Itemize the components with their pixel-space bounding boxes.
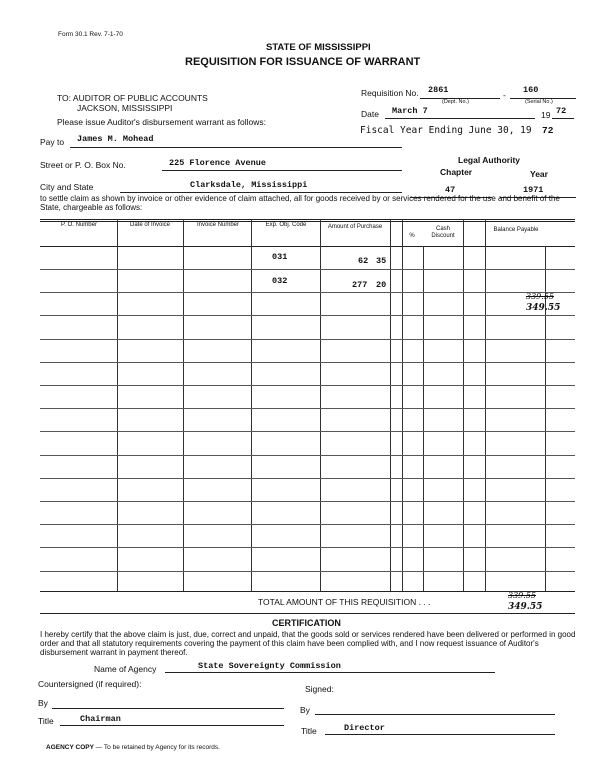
by-line-right [315,714,555,715]
column-header-balance-payable: Balance Payable [493,227,539,233]
legal-authority-label: Legal Authority [458,155,521,165]
row-1-amount-dollars: 62 [358,256,369,266]
title-line-right [325,734,555,735]
requisition-label: Requisition No. [361,88,419,98]
column-header-po-number: P. O. Number [61,222,97,228]
agency-line [165,672,495,673]
signed-label: Signed: [305,684,334,694]
agency-label: Name of Agency [94,664,157,674]
balance-payable-struck: 339.55 [526,292,554,301]
street-value: 225 Florence Avenue [169,158,266,168]
agency-copy-bold: AGENCY COPY [46,744,94,751]
please-issue-text: Please issue Auditor's disbursement warrant as follows: [57,117,267,127]
total-bottom-line [40,613,575,614]
column-header-amount-of-purchase: Amount of Purchase [327,224,383,230]
pay-to-line [70,147,402,148]
table-row-line [40,408,575,409]
requisition-serial-value: 160 [523,85,539,95]
by-label-left: By [38,698,48,708]
table-row-line [40,339,575,340]
balance-payable-value: 349.55 [526,303,561,313]
form-number: Form 30.1 Rev. 7-1-70 [58,31,123,38]
table-row-line [40,501,575,502]
table-row-line [40,478,575,479]
date-line [385,118,535,119]
dept-no-label: (Dept. No.) [442,99,469,105]
total-struck: 339.55 [508,591,536,600]
serial-no-label: (Serial No.) [525,99,553,105]
pay-to-value: James M. Mohead [77,134,154,144]
date-value: March 7 [392,106,428,116]
total-value: 349.55 [508,602,543,612]
state-heading: STATE OF MISSISSIPPI [266,42,371,53]
page-title: REQUISITION FOR ISSUANCE OF WARRANT [185,56,421,68]
city-value: Clarksdale, Mississippi [190,180,308,190]
title-right-value: Director [344,723,385,733]
row-1-amount-cents: 35 [376,256,387,266]
countersigned-label: Countersigned (if required): [38,679,142,689]
title-left-value: Chairman [80,714,121,724]
date-label: Date [361,109,379,119]
chapter-value: 47 [445,185,456,195]
row-2-exp-obj-code: 032 [272,276,288,286]
fiscal-year-value: 72 [542,125,554,136]
street-label: Street or P. O. Box No. [40,160,126,170]
table-row-line [40,547,575,548]
to-line-1: TO: AUDITOR OF PUBLIC ACCOUNTS [57,93,208,103]
column-header-date-of-invoice: Date of Invoice [129,222,171,228]
pay-to-label: Pay to [40,137,65,147]
settle-claim-text: to settle claim as shown by invoice or other evidence of claim attached, all for goods received by or services rendered for the use and benefit of the State, chargeable as follows: [40,194,560,212]
table-row-line [40,431,575,432]
agency-copy-text: — To be retained by Agency for its records. [95,744,220,751]
city-label: City and State [40,182,94,192]
table-row-line [40,571,575,572]
table-row-line [40,385,575,386]
table-row-line [40,315,575,316]
table-row-line [40,524,575,525]
certification-text: I hereby certify that the above claim is just, due, correct and unpaid, that the goods sold or services rendered have been delivered or performed in good order and that all statutory requirements covering the payment of this claim have been complied with, and I now request issuance of Auditor's disbursement warrant in payment thereof. [40,630,576,657]
date-year-value: 72 [556,106,567,116]
title-label-left: Title [38,716,54,726]
column-header-invoice-number: Invoice Number [196,222,240,228]
to-line-2: JACKSON, MISSISSIPPI [77,103,173,113]
requisition-dash: - [503,90,506,100]
column-header-cash-discount: Cash Discount [431,226,455,239]
column-header-percent: % [409,233,415,239]
total-label: TOTAL AMOUNT OF THIS REQUISITION . . . [258,597,431,607]
city-line [120,192,402,193]
table-row-line [40,292,575,293]
date-year-line [552,118,574,119]
fiscal-year-label: Fiscal Year Ending June 30, 19 [360,125,532,136]
certification-title: CERTIFICATION [272,618,341,628]
row-2-amount-cents: 20 [376,280,387,290]
by-line-left [52,708,284,709]
agency-value: State Sovereignty Commission [198,661,341,671]
title-label-right: Title [301,726,317,736]
row-1-exp-obj-code: 031 [272,252,288,262]
total-top-line [40,591,575,592]
row-2-amount-dollars: 277 [352,280,368,290]
by-label-right: By [300,705,310,715]
year-value: 1971 [523,185,544,195]
requisition-dept-value: 2861 [428,85,449,95]
date-year-prefix: 19 [541,110,551,120]
table-row-line [40,362,575,363]
table-row-line [40,269,575,270]
column-header-exp-obj-code: Exp. Obj. Code [265,222,307,228]
chapter-label: Chapter [440,167,473,177]
year-label: Year [530,169,548,179]
agency-copy-note [46,744,220,751]
table-row-line [40,455,575,456]
title-line-left [60,725,284,726]
street-line [162,170,402,171]
